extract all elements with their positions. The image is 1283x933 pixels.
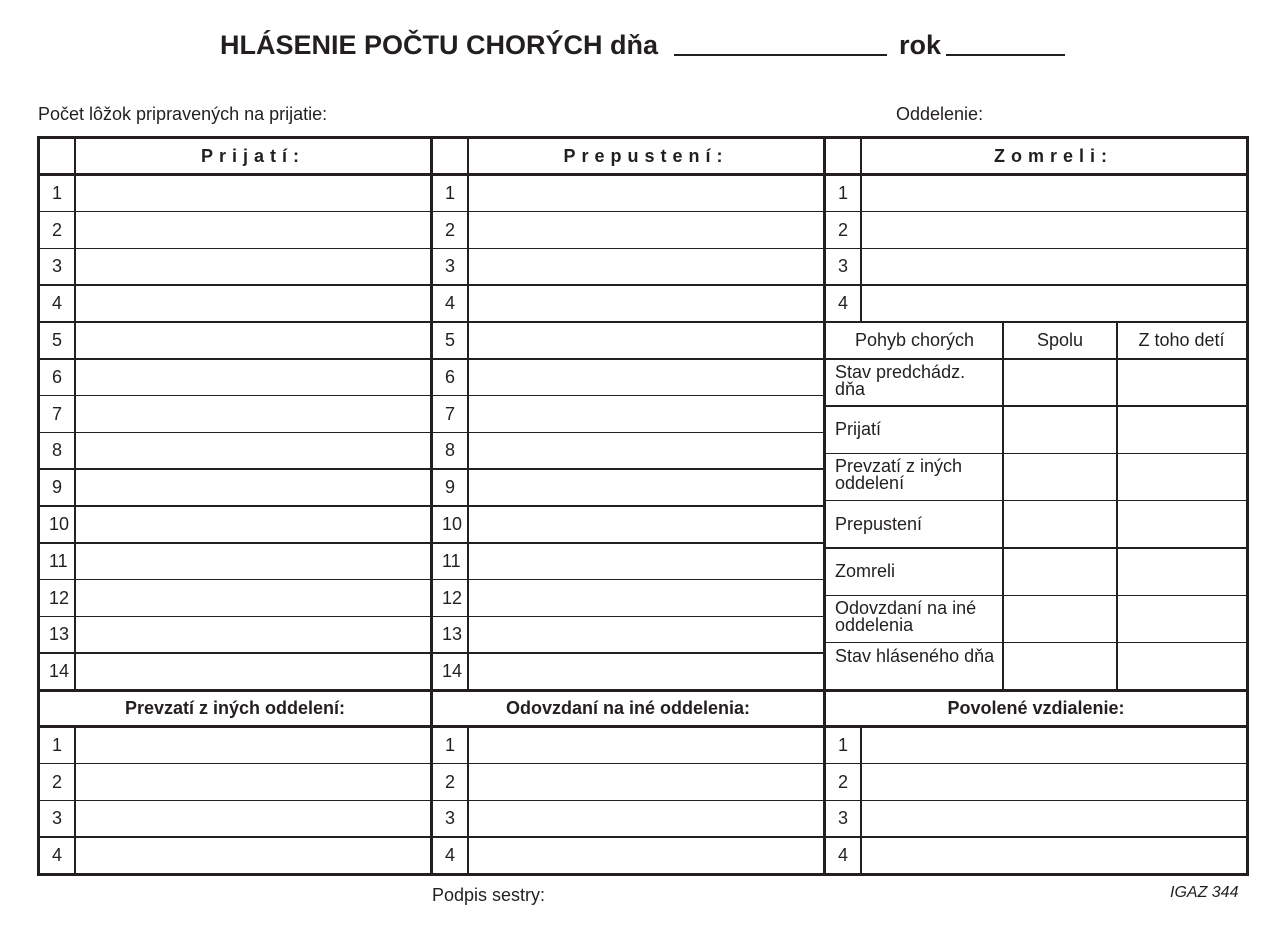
admitted-row-number: 6 (52, 366, 63, 387)
movement-row-label: Prevzatí z iných oddelení (835, 456, 963, 494)
admitted-row-number: 10 (49, 514, 70, 534)
admitted-row-number: 5 (52, 330, 63, 350)
row-line (433, 505, 823, 507)
transferred-in-header: Prevzatí z iných oddelení: (124, 698, 346, 718)
beds-label: Počet lôžok pripravených na prijatie: (38, 104, 328, 124)
movement-row-label: Prijatí (835, 419, 882, 440)
year-blank-line[interactable] (946, 54, 1065, 56)
number-column-line (467, 727, 469, 874)
discharged-row-number: 14 (442, 661, 463, 682)
row-line (826, 211, 1246, 213)
leave-permitted-row-number: 4 (838, 845, 849, 866)
deceased-header: Zomreli: (993, 146, 1113, 166)
row-line (433, 652, 823, 654)
discharged-row-number: 8 (445, 440, 456, 461)
movement-row-label: Odovzdaní na iné oddelenia (835, 598, 977, 636)
discharged-row-number: 12 (442, 587, 463, 608)
movement-column-line (1002, 322, 1004, 690)
form-title (220, 30, 658, 61)
row-line (826, 800, 1246, 802)
admitted-row-number: 12 (49, 587, 70, 608)
row-line (40, 579, 430, 581)
row-line (40, 800, 430, 802)
date-blank-line[interactable] (674, 54, 887, 56)
leave-permitted-row-number: 3 (838, 808, 849, 829)
department-label: Oddelenie: (896, 104, 984, 124)
admitted-row-number: 1 (52, 182, 63, 203)
admitted-row-number: 9 (52, 477, 63, 498)
number-column-line (860, 727, 862, 874)
row-line (40, 763, 430, 765)
row-line (40, 248, 430, 250)
row-line (40, 542, 430, 544)
movement-row-line (826, 405, 1246, 407)
row-line (433, 248, 823, 250)
movement-row-line (826, 595, 1246, 597)
movement-header-type: Pohyb chorých (854, 330, 975, 350)
deceased-row-number: 2 (838, 219, 849, 240)
row-line (433, 395, 823, 397)
row-line (433, 358, 823, 360)
row-line (40, 321, 430, 323)
movement-row-line (826, 500, 1246, 502)
row-line (826, 763, 1246, 765)
admitted-row-number: 3 (52, 256, 63, 277)
deceased-row-number: 4 (838, 293, 849, 314)
discharged-row-number: 1 (445, 182, 456, 203)
discharged-row-number: 9 (445, 477, 456, 498)
row-line (433, 579, 823, 581)
movement-header-total: Spolu (1036, 330, 1084, 350)
discharged-row-number: 7 (445, 403, 456, 424)
row-line (433, 211, 823, 213)
admitted-row-number: 7 (52, 403, 63, 424)
transferred-out-row-number: 4 (445, 845, 456, 866)
number-column-line (74, 727, 76, 874)
transferred-out-row-number: 2 (445, 771, 456, 792)
row-line (826, 836, 1246, 838)
movement-header-children: Z toho detí (1138, 330, 1225, 350)
leave-permitted-header: Povolené vzdialenie: (947, 698, 1125, 718)
row-line (40, 836, 430, 838)
admitted-row-number: 13 (49, 624, 70, 645)
admitted-row-number: 14 (49, 661, 70, 682)
transferred-in-row-number: 1 (52, 734, 63, 755)
row-line (40, 468, 430, 470)
transferred-out-row-number: 3 (445, 808, 456, 829)
admitted-row-number: 8 (52, 440, 63, 461)
movement-row-line (826, 547, 1246, 549)
row-line (433, 432, 823, 434)
number-column-line (467, 138, 469, 690)
form-code: IGAZ 344 (1170, 884, 1239, 901)
discharged-row-number: 6 (445, 366, 456, 387)
row-line (433, 542, 823, 544)
row-line (826, 284, 1246, 286)
row-line (40, 505, 430, 507)
row-line (433, 800, 823, 802)
admitted-row-number: 4 (52, 293, 63, 314)
discharged-row-number: 13 (442, 624, 463, 645)
deceased-row-number: 1 (838, 182, 849, 203)
admitted-row-number: 2 (52, 219, 63, 240)
discharged-row-number: 10 (442, 514, 463, 534)
year-title (899, 30, 941, 61)
row-line (40, 395, 430, 397)
transferred-in-row-number: 3 (52, 808, 63, 829)
movement-row-label: Prepustení (835, 513, 923, 534)
admitted-header: Prijatí: (200, 146, 305, 166)
row-line (433, 763, 823, 765)
discharged-row-number: 2 (445, 219, 456, 240)
movement-row-line (826, 453, 1246, 455)
row-line (826, 248, 1246, 250)
movement-row-label: Stav hláseného dňa (835, 645, 995, 666)
row-line (40, 358, 430, 360)
row-line (40, 616, 430, 618)
number-column-line (74, 138, 76, 690)
discharged-row-number: 11 (442, 550, 461, 571)
title-main: HLÁSENIE POČTU CHORÝCH dňa (220, 30, 659, 60)
leave-permitted-row-number: 2 (838, 771, 849, 792)
transferred-out-row-number: 1 (445, 734, 456, 755)
discharged-row-number: 3 (445, 256, 456, 277)
admitted-row-number: 11 (49, 550, 68, 571)
row-line (40, 652, 430, 654)
movement-row-line (826, 642, 1246, 644)
transferred-out-header: Odovzdaní na iné oddelenia: (505, 698, 751, 718)
movement-row-label: Zomreli (835, 561, 896, 582)
transferred-in-row-number: 2 (52, 771, 63, 792)
movement-column-line (1116, 322, 1118, 690)
row-line (433, 616, 823, 618)
title-year: rok (899, 30, 942, 60)
discharged-row-number: 4 (445, 293, 456, 314)
row-line (40, 284, 430, 286)
leave-permitted-row-number: 1 (838, 734, 849, 755)
row-line (433, 321, 823, 323)
movement-row-label: Stav predchádz. dňa (835, 361, 966, 399)
transferred-in-row-number: 4 (52, 845, 63, 866)
discharged-row-number: 5 (445, 330, 456, 350)
row-line (40, 211, 430, 213)
deceased-row-number: 3 (838, 256, 849, 277)
row-line (433, 284, 823, 286)
row-line (433, 836, 823, 838)
row-line (433, 468, 823, 470)
row-line (826, 358, 1246, 360)
discharged-header: Prepustení: (563, 146, 729, 166)
signature-label: Podpis sestry: (432, 885, 546, 905)
row-line (40, 432, 430, 434)
